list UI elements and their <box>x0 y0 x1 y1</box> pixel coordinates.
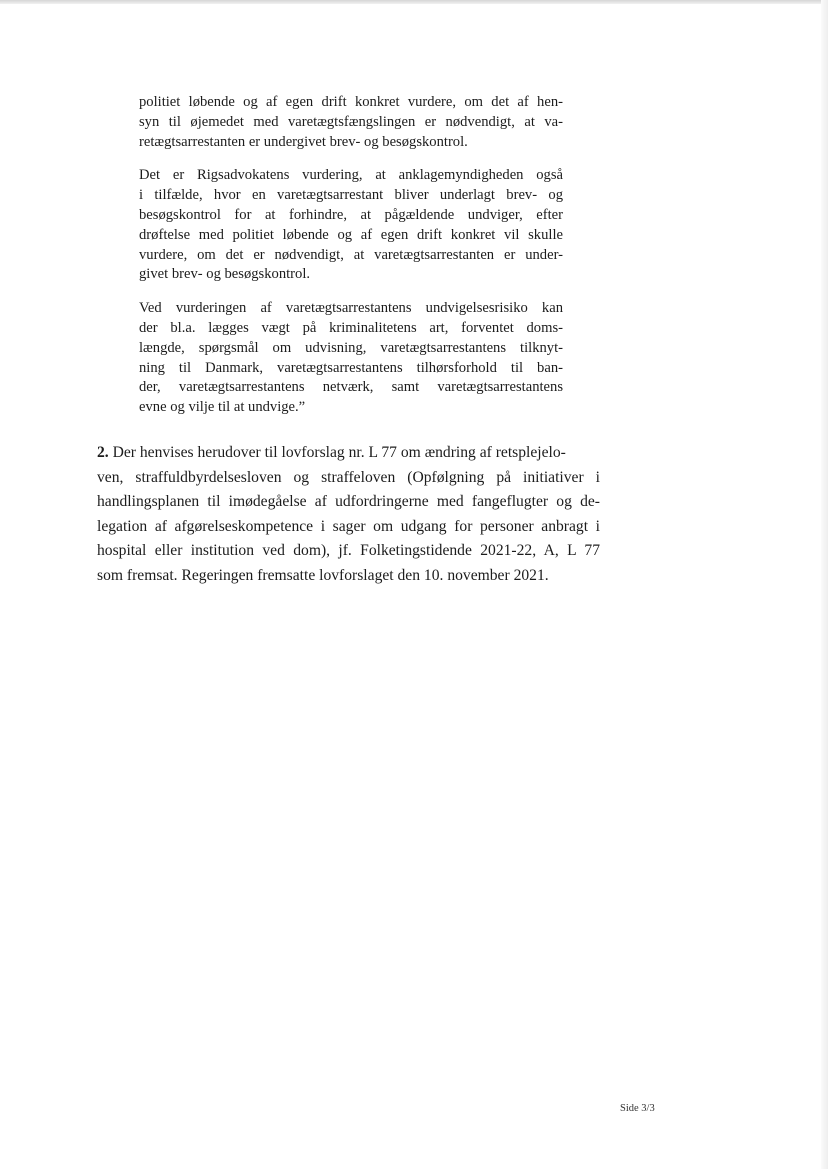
quote-paragraph-1 <box>139 93 563 152</box>
text-line: der bl.a. lægges vægt på kriminalitetens art, forventet doms- <box>139 319 563 336</box>
text-line: besøgskontrol for at forhindre, at pågældende undviger, efter <box>139 206 563 223</box>
text-line: vurdere, om det er nødvendigt, at varetægtsarrestanten er under- <box>139 246 563 263</box>
text-line-content: Der henvises herudover til lovforslag nr. L 77 om ændring af retsplejelo- <box>108 444 566 461</box>
text-line: handlingsplanen til imødegåelse af udfordringerne med fangeflugter og de- <box>97 493 600 511</box>
page-number: Side 3/3 <box>620 1103 655 1114</box>
text-line: Det er Rigsadvokatens vurdering, at anklagemyndigheden også <box>139 167 563 184</box>
text-line: politiet løbende og af egen drift konkret vurdere, om det af hen- <box>139 94 563 110</box>
text-line: hospital eller institution ved dom), jf. Folketingstidende 2021-22, A, L 77 <box>97 542 600 560</box>
text-line: legation af afgørelseskompetence i sager om udgang for personer anbragt i <box>97 517 600 535</box>
text-line: syn til øjemedet med varetægtsfængslingen er nødvendigt, at va- <box>139 113 563 130</box>
text-line: evne og vilje til at undvige.” <box>139 399 306 416</box>
text-line: der, varetægtsarrestantens netværk, samt varetægtsarrestantens <box>139 379 563 396</box>
text-line: Ved vurderingen af varetægtsarrestantens undvigelsesrisiko kan <box>139 300 563 317</box>
text-line: som fremsat. Regeringen fremsatte lovforslaget den 10. november 2021. <box>97 566 549 584</box>
page-top-edge <box>0 0 828 4</box>
section-number: 2. <box>97 444 109 461</box>
text-line: i tilfælde, hvor en varetægtsarrestant bliver underlagt brev- og <box>139 187 563 204</box>
quote-paragraph-3 <box>139 299 563 418</box>
text-line: retægtsarrestanten er undergivet brev- og besøgskontrol. <box>139 133 468 150</box>
quote-paragraph-2 <box>139 166 563 285</box>
section-2-paragraph <box>97 441 600 589</box>
text-line: givet brev- og besøgskontrol. <box>139 266 311 283</box>
text-line: længde, spørgsmål om udvisning, varetægtsarrestantens tilknyt- <box>139 339 563 356</box>
text-line: drøftelse med politiet løbende og af egen drift konkret vil skulle <box>139 226 563 243</box>
text-line <box>97 441 600 466</box>
text-line: ven, straffuldbyrdelsesloven og straffeloven (Opfølgning på initiativer i <box>97 468 600 486</box>
page-right-edge <box>821 0 828 1169</box>
quote-block <box>139 93 563 418</box>
text-line: ning til Danmark, varetægtsarrestantens tilhørsforhold til ban- <box>139 359 563 376</box>
